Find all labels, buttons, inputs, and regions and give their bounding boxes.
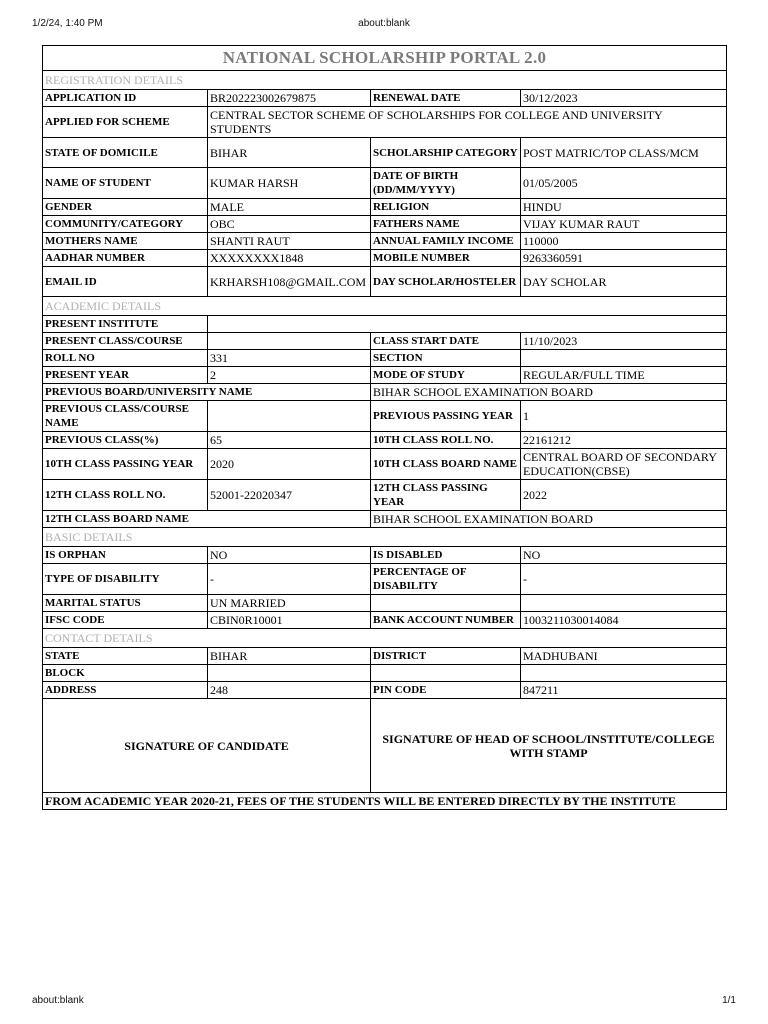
student-name-value: KUMAR HARSH (208, 168, 371, 199)
empty-cell (371, 595, 521, 612)
tenth-roll-label: 10TH CLASS ROLL NO. (371, 432, 521, 449)
section-label: SECTION (371, 350, 521, 367)
state-value: BIHAR (208, 648, 371, 665)
tenth-roll-value: 22161212 (521, 432, 727, 449)
state-of-domicile-value: BIHAR (208, 138, 371, 168)
section-registration-details: REGISTRATION DETAILS (43, 71, 727, 90)
percentage-disability-label: PERCENTAGE OF DISABILITY (371, 564, 521, 595)
present-institute-value (208, 316, 727, 333)
class-start-date-label: CLASS START DATE (371, 333, 521, 350)
candidate-signature-box: SIGNATURE OF CANDIDATE (43, 699, 371, 793)
mode-of-study-label: MODE OF STUDY (371, 367, 521, 384)
twelfth-roll-value: 52001-22020347 (208, 480, 371, 511)
address-label: ADDRESS (43, 682, 208, 699)
applied-scheme-value: CENTRAL SECTOR SCHEME OF SCHOLARSHIPS FOR COLLEGE AND UNIVERSITY STUDENTS (208, 107, 727, 138)
present-class-label: PRESENT CLASS/COURSE (43, 333, 208, 350)
fathers-name-label: FATHERS NAME (371, 216, 521, 233)
district-label: DISTRICT (371, 648, 521, 665)
type-of-disability-value: - (208, 564, 371, 595)
scholarship-form-table (42, 45, 727, 810)
day-scholar-label: DAY SCHOLAR/HOSTELER (371, 267, 521, 297)
previous-board-value: BIHAR SCHOOL EXAMINATION BOARD (371, 384, 727, 401)
twelfth-passing-year-label: 12TH CLASS PASSING YEAR (371, 480, 521, 511)
tenth-passing-year-label: 10TH CLASS PASSING YEAR (43, 449, 208, 480)
mode-of-study-value: REGULAR/FULL TIME (521, 367, 727, 384)
mothers-name-value: SHANTI RAUT (208, 233, 371, 250)
present-year-label: PRESENT YEAR (43, 367, 208, 384)
present-class-value (208, 333, 371, 350)
percentage-disability-value: - (521, 564, 727, 595)
marital-status-value: UN MARRIED (208, 595, 371, 612)
scholarship-category-value: POST MATRIC/TOP CLASS/MCM (521, 138, 727, 168)
twelfth-board-value: BIHAR SCHOOL EXAMINATION BOARD (371, 511, 727, 528)
roll-no-label: ROLL NO (43, 350, 208, 367)
ifsc-code-value: CBIN0R10001 (208, 612, 371, 629)
marital-status-label: MARITAL STATUS (43, 595, 208, 612)
section-basic-details: BASIC DETAILS (43, 528, 727, 547)
date-of-birth-value: 01/05/2005 (521, 168, 727, 199)
gender-value: MALE (208, 199, 371, 216)
student-name-label: NAME OF STUDENT (43, 168, 208, 199)
print-footer-url: about:blank (32, 995, 84, 1006)
roll-no-value: 331 (208, 350, 371, 367)
tenth-passing-year-value: 2020 (208, 449, 371, 480)
day-scholar-value: DAY SCHOLAR (521, 267, 727, 297)
district-value: MADHUBANI (521, 648, 727, 665)
scholarship-category-label: SCHOLARSHIP CATEGORY (371, 138, 521, 168)
family-income-label: ANNUAL FAMILY INCOME (371, 233, 521, 250)
address-value: 248 (208, 682, 371, 699)
empty-cell (521, 595, 727, 612)
section-value (521, 350, 727, 367)
gender-label: GENDER (43, 199, 208, 216)
is-disabled-value: NO (521, 547, 727, 564)
application-id-value: BR202223002679875 (208, 90, 371, 107)
previous-class-percent-value: 65 (208, 432, 371, 449)
mobile-number-value: 9263360591 (521, 250, 727, 267)
print-page-title: about:blank (358, 18, 410, 29)
family-income-value: 110000 (521, 233, 727, 250)
empty-cell (521, 665, 727, 682)
religion-label: RELIGION (371, 199, 521, 216)
renewal-date-label: RENEWAL DATE (371, 90, 521, 107)
twelfth-passing-year-value: 2022 (521, 480, 727, 511)
type-of-disability-label: TYPE OF DISABILITY (43, 564, 208, 595)
present-institute-label: PRESENT INSTITUTE (43, 316, 208, 333)
bank-account-value: 1003211030014084 (521, 612, 727, 629)
aadhar-number-value: XXXXXXXX1848 (208, 250, 371, 267)
is-orphan-label: IS ORPHAN (43, 547, 208, 564)
renewal-date-value: 30/12/2023 (521, 90, 727, 107)
section-contact-details: CONTACT DETAILS (43, 629, 727, 648)
community-label: COMMUNITY/CATEGORY (43, 216, 208, 233)
class-start-date-value: 11/10/2023 (521, 333, 727, 350)
previous-class-name-value (208, 401, 371, 432)
fathers-name-value: VIJAY KUMAR RAUT (521, 216, 727, 233)
date-of-birth-label: DATE OF BIRTH (DD/MM/YYYY) (371, 168, 521, 199)
section-academic-details: ACADEMIC DETAILS (43, 297, 727, 316)
tenth-board-value: CENTRAL BOARD OF SECONDARY EDUCATION(CBSE) (521, 449, 727, 480)
pin-code-label: PIN CODE (371, 682, 521, 699)
block-value (208, 665, 371, 682)
mobile-number-label: MOBILE NUMBER (371, 250, 521, 267)
bank-account-label: BANK ACCOUNT NUMBER (371, 612, 521, 629)
print-datetime: 1/2/24, 1:40 PM (32, 18, 103, 29)
is-disabled-label: IS DISABLED (371, 547, 521, 564)
applied-scheme-label: APPLIED FOR SCHEME (43, 107, 208, 138)
present-year-value: 2 (208, 367, 371, 384)
email-id-label: EMAIL ID (43, 267, 208, 297)
tenth-board-label: 10TH CLASS BOARD NAME (371, 449, 521, 480)
email-id-value: KRHARSH108@GMAIL.COM (208, 267, 371, 297)
form-title: NATIONAL SCHOLARSHIP PORTAL 2.0 (43, 46, 727, 71)
aadhar-number-label: AADHAR NUMBER (43, 250, 208, 267)
block-label: BLOCK (43, 665, 208, 682)
community-value: OBC (208, 216, 371, 233)
previous-board-label: PREVIOUS BOARD/UNIVERSITY NAME (43, 384, 371, 401)
head-signature-box: SIGNATURE OF HEAD OF SCHOOL/INSTITUTE/COLLEGE WITH STAMP (371, 699, 727, 793)
state-of-domicile-label: STATE OF DOMICILE (43, 138, 208, 168)
application-id-label: APPLICATION ID (43, 90, 208, 107)
institute-fee-note: FROM ACADEMIC YEAR 2020-21, FEES OF THE STUDENTS WILL BE ENTERED DIRECTLY BY THE INSTITUTE (43, 793, 727, 810)
twelfth-roll-label: 12TH CLASS ROLL NO. (43, 480, 208, 511)
previous-passing-year-label: PREVIOUS PASSING YEAR (371, 401, 521, 432)
empty-cell (371, 665, 521, 682)
previous-class-percent-label: PREVIOUS CLASS(%) (43, 432, 208, 449)
state-label: STATE (43, 648, 208, 665)
previous-class-name-label: PREVIOUS CLASS/COURSE NAME (43, 401, 208, 432)
religion-value: HINDU (521, 199, 727, 216)
ifsc-code-label: IFSC CODE (43, 612, 208, 629)
previous-passing-year-value: 1 (521, 401, 727, 432)
print-page-number: 1/1 (722, 995, 736, 1006)
mothers-name-label: MOTHERS NAME (43, 233, 208, 250)
is-orphan-value: NO (208, 547, 371, 564)
pin-code-value: 847211 (521, 682, 727, 699)
twelfth-board-label: 12TH CLASS BOARD NAME (43, 511, 371, 528)
